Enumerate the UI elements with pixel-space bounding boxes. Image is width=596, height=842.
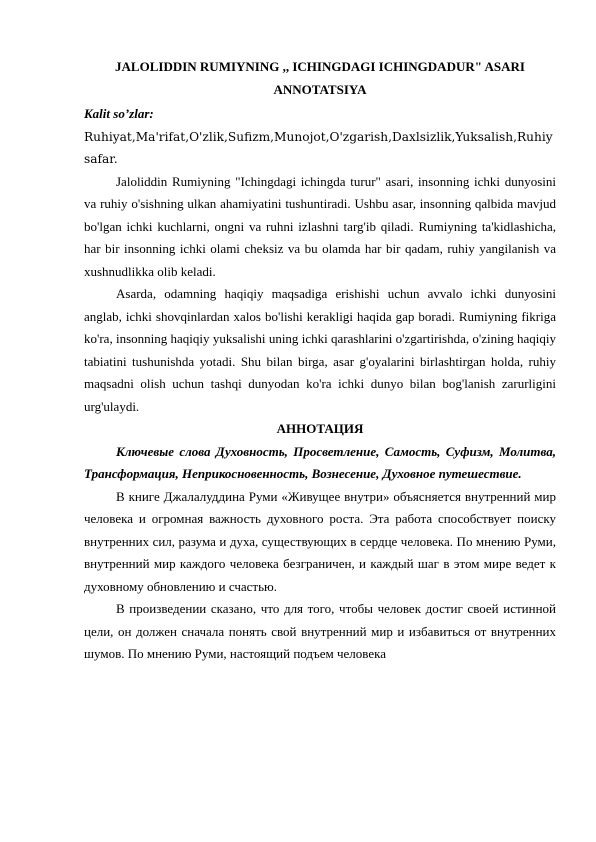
keywords-label: Kalit so’zlar: [84, 106, 154, 121]
paragraph-uz-2: Asarda, odamning haqiqiy maqsadiga erishishi uchun avvalo ichki dunyosini anglab, ichki shovqinlardan xalos bo'lishi kerakligi haqida gap boradi. Rumiyning fikriga ko'ra, insonning haqiqiy yuksalishi uning ichki qarashlarini o'zgartirishda, o'zining haqiqiy tabiatini tushunishda yotadi. Shu bilan birga, asar g'oyalarini birlashtirgan holda, ruhiy maqsadni olish uchun tashqi dunyodan ko'ra ichki dunyo bilan bog'lanish zarurligini urg'ulaydi. [84, 286, 556, 414]
document-title: JALOLIDDIN RUMIYNING ,, ICHINGDAGI ICHINGDADUR" ASARI ANNOTATSIYA [115, 59, 525, 97]
annotation-heading-ru: АННОТАЦИЯ [276, 421, 364, 436]
paragraph-uz-1: Jaloliddin Rumiyning "Ichingdagi ichingda turur" asari, insonning ichki dunyosini va ruhiy o'sishning ulkan ahamiyatini tushuntiradi. Ushbu asar, insonning qalbida mavjud bo'lgan ichki kuchlarni, ongni va ruhni izlashni targ'ib qiladi. Rumiyning ta'kidlashicha, har bir insonning ichki olami cheksiz va bu olamda har bir qadam, ruhiy yangilanish va xushnudlikka olib keladi. [84, 173, 556, 279]
paragraph-ru-1: В книге Джалалуддина Руми «Живущее внутри» объясняется внутренний мир человека и огромная важность духовного роста. Эта работа способствует поиску внутренних сил, разума и духа, существующих в сердце человека. По мнению Руми, внутренний мир каждого человека безграничен, и каждый шаг в этом мире ведет к духовному обновлению и счастью. [84, 488, 556, 594]
keywords-text: Ruhiyat,Ma'rifat,O'zlik,Sufizm,Munojot,O'zgarish,Daxlsizlik,Yuksalish,Ruhiy safar. [84, 129, 553, 166]
keywords-ru: Ключевые слова Духовность, Просветление, Самость, Суфизм, Молитва, Трансформация, Неприкосновенность, Вознесение, Духовное путешествие. [84, 443, 556, 481]
paragraph-ru-2: В произведении сказано, что для того, чтобы человек достиг своей истинной цели, он должен сначала понять свой внутренний мир и избавиться от внутренних шумов. По мнению Руми, настоящий подъем человека [84, 601, 556, 661]
document-page [84, 56, 556, 666]
